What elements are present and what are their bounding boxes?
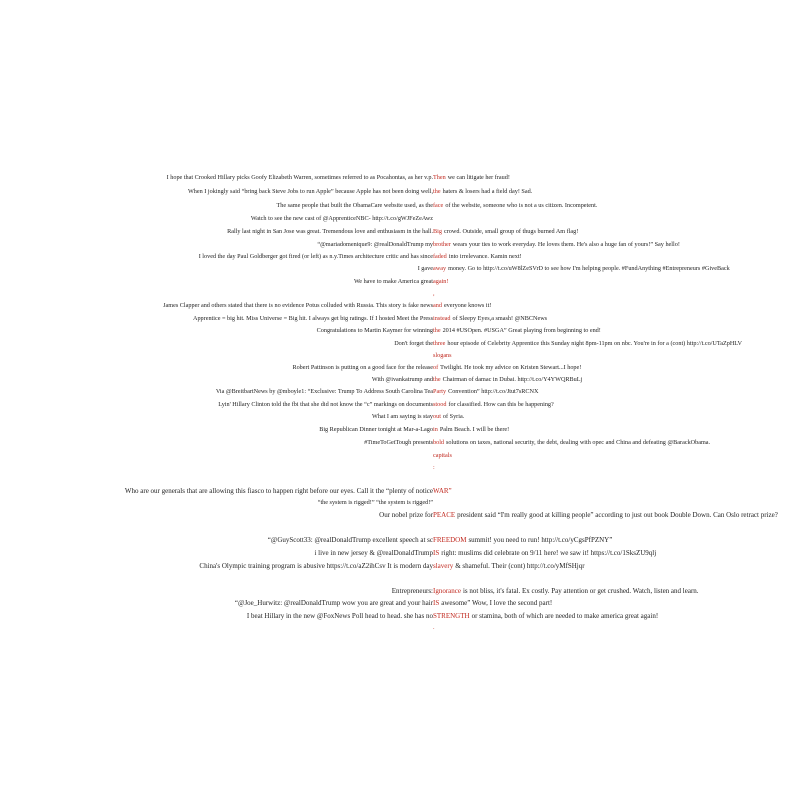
line-suffix: of Sleepy Eyes,a smash! @NBCNews [452,315,548,322]
line-prefix: “@Joe_Hurwitz: @realDonaldTrump wow you are great and your hair [234,599,433,607]
highlighted-word: stood [433,401,447,408]
line-suffix: awesome” Wow, I love the second part! [441,599,553,607]
text-line [0,200,800,212]
text-line [0,424,800,436]
line-suffix: right: muslims did celebrate on 9/11 here! we saw it! https://t.co/1SksZU9qlj [441,549,657,557]
text-line [0,509,800,521]
line-suffix: Twilight. He took my advice on Kristen Stewart...I hope! [440,364,582,371]
text-line [0,213,800,225]
line-suffix: haters & losers had a field day! Sad. [442,188,533,195]
highlighted-word: : [433,464,435,471]
line-prefix: Rally last night in San Jose was great. Tremendous love and enthusiasm in the hall. [227,228,433,235]
highlighted-word: out [433,413,441,420]
text-line [0,226,800,238]
highlighted-word: the [433,376,441,383]
line-prefix: Lyin' Hillary Clinton told the fbi that she did not know the “c” markings on documents [218,401,433,408]
line-suffix: president said “I'm really good at killing people” according to just out book Double Down. Can Oslo retract prize? [457,511,778,519]
line-suffix: for classified. How can this be happening? [448,401,554,408]
highlighted-word: away [433,265,447,272]
line-prefix: With @ivankatrump and [371,376,433,383]
line-suffix: solutions on taxes, national security, the debt, dealing with opec and China and defeating @BarackObama. [446,439,711,446]
line-suffix: Palm Beach. I will be there! [439,426,510,433]
highlighted-word: Big [433,228,442,235]
line-prefix: Robert Pattinson is putting on a good face for the release [292,364,433,371]
highlighted-word: of [433,364,439,371]
line-suffix: is not bliss, it's fatal. Ex costly. Pay attention or get crushed. Watch, listen and learn. [462,587,699,595]
highlighted-word: the [433,327,441,334]
line-prefix: Our nobel prize for [379,511,433,519]
text-line [0,560,800,572]
line-suffix: of Syria. [442,413,465,420]
text-line [0,610,800,622]
highlighted-word: slavery [433,562,454,570]
line-prefix: Don't forget the [394,340,433,347]
highlighted-word: IS [433,599,440,607]
line-suffix: Convention” http://t.co/Jtut7sRCNX [448,388,539,395]
text-line [0,276,800,288]
line-prefix: “@GuyScott33: @realDonaldTrump excellent speech at sc [267,536,433,544]
line-prefix: Apprentice = big hit. Miss Universe = Big hit. I always get big ratings. If I hosted Meet the Press [192,315,433,322]
text-line [0,450,800,462]
line-prefix: I hope that Crooked Hillary picks Goofy Elizabeth Warren, sometimes referred to as Pocahontas, as her v.p. [166,174,433,181]
highlighted-word: three [433,340,446,347]
highlighted-word: faded [433,253,447,260]
text-line [0,585,800,597]
line-suffix: of the website, someone who is not a us citizen. Incompetent. [445,202,598,209]
text-line [0,288,800,300]
line-prefix: China's Olympic training program is abusive https://t.co/aZ2ihCsv It is modern day [199,562,433,570]
text-line [0,374,800,386]
text-line [0,338,800,350]
line-prefix: “@mariadomenique9: @realDonaldTrump my [317,241,433,248]
text-line [0,172,800,184]
line-prefix: I gave [417,265,433,272]
line-prefix: “the system is rigged!” “the system is rigged!” [317,499,433,506]
text-line [0,521,800,533]
highlighted-word: FREEDOM [433,536,467,544]
text-line [0,622,800,634]
highlighted-word: IS [433,549,440,557]
line-suffix: everyone knows it! [443,302,492,309]
line-suffix: hour episode of Celebrity Apprentice this Sunday night 8pm-11pm on nbc. You're in for a (cont) http://t.co/UTaZpHLV [447,340,742,347]
line-suffix: 2014 #USOpen. #USGA” Great playing from beginning to end! [442,327,601,334]
line-suffix: summit! you need to run! http://t.co/yCgsPfPZNY” [468,536,613,544]
line-suffix: or stamina, both of which are needed to make america great again! [471,612,659,620]
highlighted-word: instead [433,315,451,322]
line-prefix: I beat Hillary in the new @FoxNews Poll head to head. she has no [246,612,433,620]
line-prefix: Entrepreneurs: [391,587,433,595]
line-prefix: Watch to see the new cast of @ApprenticeNBC- http://t.co/gWJFeZeAwz [250,215,433,222]
highlighted-word: slogans [433,352,452,359]
highlighted-word: face [433,202,444,209]
highlighted-word: Ignorance [433,587,461,595]
line-suffix: into irrelevance. Kamin next! [448,253,522,260]
line-prefix: i live in new jersey & @realDonaldTrump [314,549,433,557]
highlighted-word: capitals [433,452,452,459]
text-line [0,239,800,251]
text-line [0,186,800,198]
highlighted-word: . [433,624,435,631]
line-prefix: Big Republican Dinner tonight at Mar-a-Lago [319,426,433,433]
line-suffix: & shameful. Their (cont) http://t.co/yMfSHjqr [455,562,585,570]
text-line [0,547,800,559]
line-prefix: James Clapper and others stated that there is no evidence Potus colluded with Russia. This story is fake news [163,302,433,309]
line-prefix: #TimeToGetTough presents [364,439,433,446]
highlighted-word: PEACE [433,511,456,519]
line-suffix: money. Go to http://t.co/uW8lZeSVrD to see how I'm helping people. #FundAnything #Entrepreneurs #GiveBack [448,265,730,272]
text-line [0,251,800,263]
line-suffix: crowd. Outside, small group of thugs burned Am flag! [443,228,579,235]
highlighted-word: Party [433,388,447,395]
highlighted-word: , [433,290,435,297]
highlighted-word: bold [433,439,445,446]
line-prefix: What I am saying is stay [371,413,433,420]
text-line [0,386,800,398]
text-line [0,485,800,497]
line-prefix: The same people that built the ObamaCare website used, as the [276,202,433,209]
line-prefix: When I jokingly said “bring back Steve Jobs to run Apple” because Apple has not been doing well, [187,188,433,195]
text-line [0,300,800,312]
line-suffix: wears your ties to work everyday. He loves them. He's also a huge fan of yours!” Say hello! [452,241,680,248]
text-line [0,597,800,609]
line-suffix: we can litigate her fraud! [447,174,510,181]
line-prefix: I loved the day Paul Goldberger got fired (or left) as n.y.Times architecture critic and has since [198,253,433,260]
text-line [0,399,800,411]
line-suffix: Chairman of damac in Dubai. http://t.co/Y4YWQRBuLj [442,376,583,383]
text-line [0,534,800,546]
highlighted-word: the [433,188,441,195]
line-prefix: Via @BreitbartNews by @mboyle1: “Exclusive: Trump To Address South Carolina Tea [215,388,433,395]
highlighted-word: brother [433,241,451,248]
text-line [0,573,800,585]
line-prefix: Congratulations to Martin Kaymer for winning [316,327,433,334]
text-line [0,263,800,275]
highlighted-word: and [433,302,442,309]
line-prefix: Who are our generals that are allowing this fiasco to happen right before our eyes. Call it the “plenty of notice [124,487,433,495]
line-prefix: We have to make America great [353,278,433,285]
highlighted-word: WAR” [433,487,452,495]
highlighted-word: Then [433,174,446,181]
text-line [0,411,800,423]
text-line [0,362,800,374]
text-line [0,350,800,362]
text-line [0,313,800,325]
text-line [0,325,800,337]
highlighted-word: STRENGTH [433,612,470,620]
highlighted-word: again! [433,278,449,285]
text-line [0,462,800,474]
text-line [0,497,800,509]
text-line [0,437,800,449]
highlighted-word: in [433,426,438,433]
